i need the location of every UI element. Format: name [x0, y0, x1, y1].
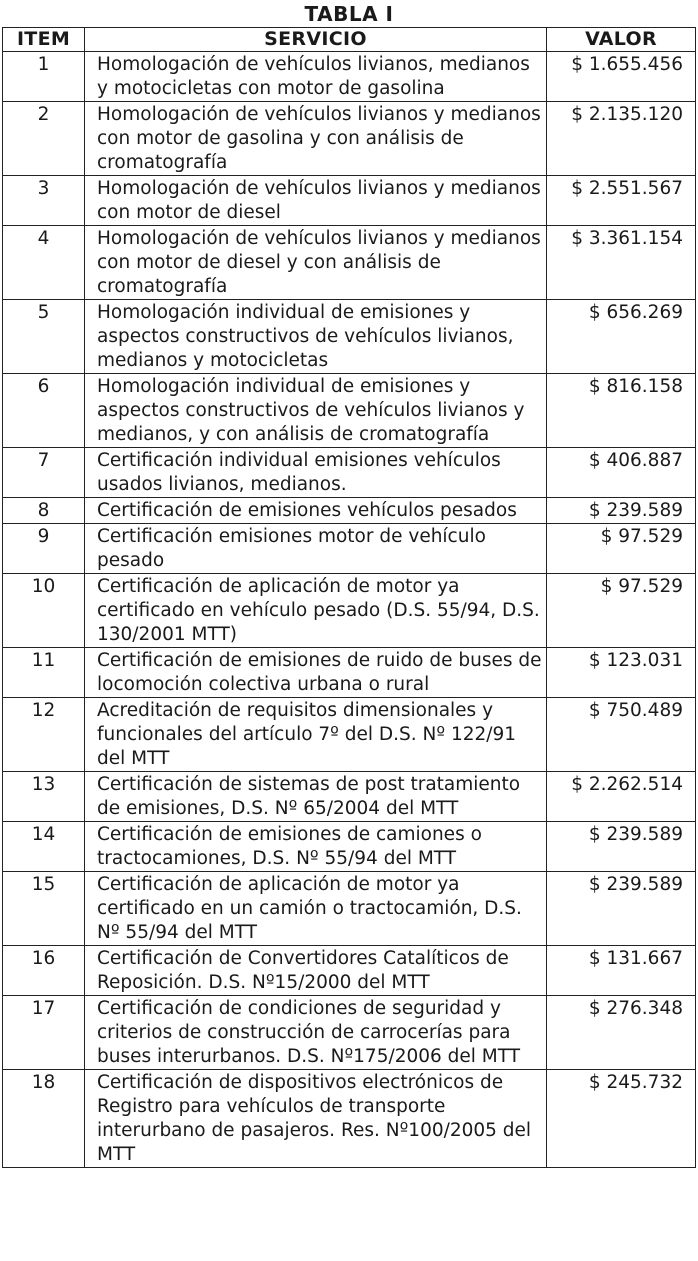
service-cell: Acreditación de requisitos dimensionales y funcionales del artículo 7º del D.S. Nº 122/91 del MTT: [85, 698, 547, 772]
value-cell: $ 1.655.456: [547, 52, 696, 102]
service-cell: Homologación de vehículos livianos y medianos con motor de gasolina y con análisis de cromatografía: [85, 102, 547, 176]
item-cell: 13: [3, 772, 85, 822]
table-row: [3, 176, 696, 226]
service-cell: Homologación individual de emisiones y aspectos constructivos de vehículos livianos, medianos y motocicletas: [85, 300, 547, 374]
table-row: [3, 102, 696, 176]
table-row: [3, 996, 696, 1070]
value-cell: $ 2.262.514: [547, 772, 696, 822]
value-cell: $ 406.887: [547, 448, 696, 498]
item-cell: 6: [3, 374, 85, 448]
value-cell: $ 276.348: [547, 996, 696, 1070]
item-cell: 3: [3, 176, 85, 226]
value-cell: $ 750.489: [547, 698, 696, 772]
service-cell: Certificación de aplicación de motor ya certificado en vehículo pesado (D.S. 55/94, D.S. 130/2001 MTT): [85, 574, 547, 648]
value-cell: $ 816.158: [547, 374, 696, 448]
service-cell: Certificación de sistemas de post tratamiento de emisiones, D.S. Nº 65/2004 del MTT: [85, 772, 547, 822]
value-cell: $ 239.589: [547, 872, 696, 946]
header-item: ITEM: [3, 28, 85, 52]
item-cell: 8: [3, 498, 85, 524]
item-cell: 14: [3, 822, 85, 872]
table-row: [3, 226, 696, 300]
header-row: [3, 28, 696, 52]
header-valor: VALOR: [547, 28, 696, 52]
table-row: [3, 52, 696, 102]
item-cell: 4: [3, 226, 85, 300]
service-cell: Certificación de Convertidores Catalíticos de Reposición. D.S. Nº15/2000 del MTT: [85, 946, 547, 996]
table-row: [3, 822, 696, 872]
table-row: [3, 300, 696, 374]
item-cell: 7: [3, 448, 85, 498]
value-cell: $ 123.031: [547, 648, 696, 698]
item-cell: 10: [3, 574, 85, 648]
item-cell: 11: [3, 648, 85, 698]
value-cell: $ 97.529: [547, 574, 696, 648]
value-cell: $ 245.732: [547, 1070, 696, 1168]
value-cell: $ 131.667: [547, 946, 696, 996]
table-row: [3, 524, 696, 574]
table-row: [3, 946, 696, 996]
table-row: [3, 648, 696, 698]
service-cell: Certificación de condiciones de seguridad y criterios de construcción de carrocerías para buses interurbanos. D.S. Nº175/2006 del MTT: [85, 996, 547, 1070]
table-row: [3, 1070, 696, 1168]
service-cell: Certificación de emisiones de camiones o tractocamiones, D.S. Nº 55/94 del MTT: [85, 822, 547, 872]
tariff-table: [2, 27, 696, 1168]
table-title: TABLA I: [304, 2, 394, 26]
item-cell: 18: [3, 1070, 85, 1168]
value-cell: $ 239.589: [547, 498, 696, 524]
table-row: [3, 772, 696, 822]
item-cell: 9: [3, 524, 85, 574]
value-cell: $ 656.269: [547, 300, 696, 374]
service-cell: Certificación de emisiones de ruido de buses de locomoción colectiva urbana o rural: [85, 648, 547, 698]
table-row: [3, 448, 696, 498]
header-servicio: SERVICIO: [85, 28, 547, 52]
service-cell: Homologación de vehículos livianos y medianos con motor de diesel y con análisis de cromatografía: [85, 226, 547, 300]
item-cell: 15: [3, 872, 85, 946]
value-cell: $ 3.361.154: [547, 226, 696, 300]
item-cell: 17: [3, 996, 85, 1070]
value-cell: $ 2.135.120: [547, 102, 696, 176]
value-cell: $ 2.551.567: [547, 176, 696, 226]
item-cell: 12: [3, 698, 85, 772]
service-cell: Certificación de aplicación de motor ya certificado en un camión o tractocamión, D.S. Nº 55/94 del MTT: [85, 872, 547, 946]
table-row: [3, 498, 696, 524]
service-cell: Homologación de vehículos livianos, medianos y motocicletas con motor de gasolina: [85, 52, 547, 102]
service-cell: Certificación individual emisiones vehículos usados livianos, medianos.: [85, 448, 547, 498]
value-cell: $ 97.529: [547, 524, 696, 574]
item-cell: 2: [3, 102, 85, 176]
item-cell: 16: [3, 946, 85, 996]
value-cell: $ 239.589: [547, 822, 696, 872]
table-row: [3, 374, 696, 448]
service-cell: Certificación de dispositivos electrónicos de Registro para vehículos de transporte interurbano de pasajeros. Res. Nº100/2005 del MTT: [85, 1070, 547, 1168]
table-row: [3, 574, 696, 648]
service-cell: Homologación de vehículos livianos y medianos con motor de diesel: [85, 176, 547, 226]
service-cell: Homologación individual de emisiones y aspectos constructivos de vehículos livianos y medianos, y con análisis de cromatografía: [85, 374, 547, 448]
table-row: [3, 698, 696, 772]
table-row: [3, 872, 696, 946]
service-cell: Certificación de emisiones vehículos pesados: [85, 498, 547, 524]
item-cell: 5: [3, 300, 85, 374]
item-cell: 1: [3, 52, 85, 102]
service-cell: Certificación emisiones motor de vehículo pesado: [85, 524, 547, 574]
